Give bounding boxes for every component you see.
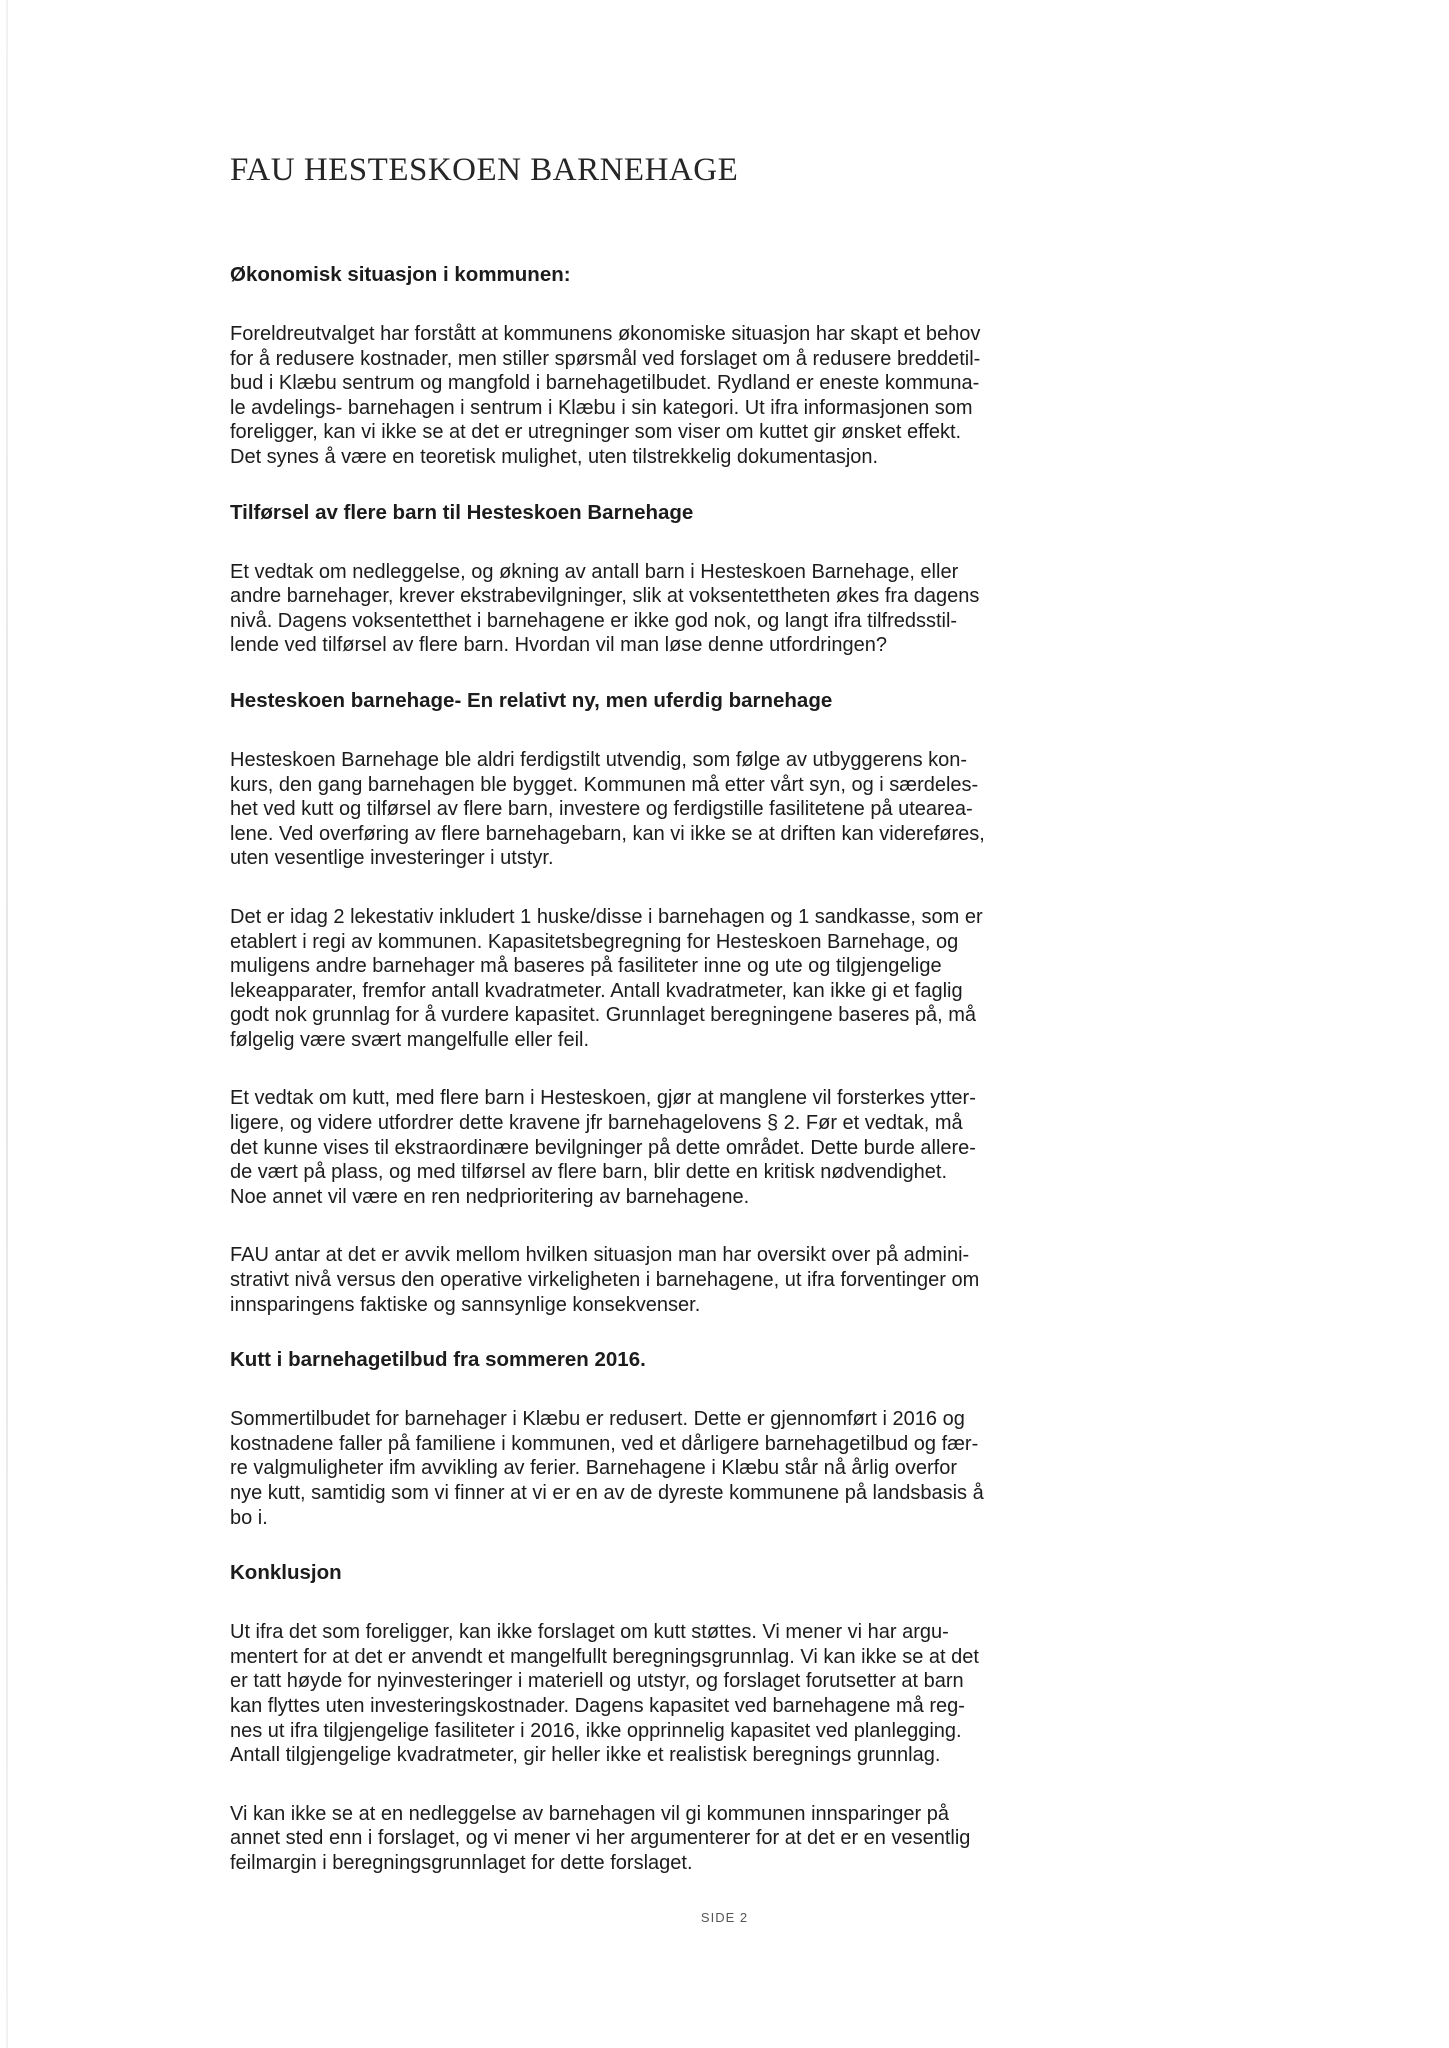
text-line: feilmargin i beregningsgrunnlaget for dette forslaget. xyxy=(230,1851,693,1874)
body-paragraph xyxy=(230,1086,1120,1209)
text-line: kan flyttes uten investeringskostnader. Dagens kapasitet ved barnehagene må reg- xyxy=(230,1694,965,1717)
text-line: er tatt høyde for nyinvesteringer i materiell og utstyr, og forslaget forutsetter at barn xyxy=(230,1670,964,1693)
page-number: SIDE 2 xyxy=(700,1910,749,1925)
section-heading: Økonomisk situasjon i kommunen: xyxy=(230,263,571,286)
text-line: for å redusere kostnader, men stiller spørsmål ved forslaget om å redusere breddetil- xyxy=(230,347,981,370)
text-line: nye kutt, samtidig som vi finner at vi er en av de dyreste kommunene på landsbasis å xyxy=(230,1482,984,1504)
section-heading: Konklusjon xyxy=(230,1561,342,1585)
text-line: Hesteskoen Barnehage ble aldri ferdigstilt utvendig, som følge av utbyggerens kon- xyxy=(230,748,968,771)
text-line: Et vedtak om kutt, med flere barn i Hesteskoen, gjør at manglene vil forsterkes ytter- xyxy=(230,1087,976,1110)
text-line: Det synes å være en teoretisk mulighet, uten tilstrekkelig dokumentasjon. xyxy=(230,445,879,468)
text-line: ligere, og videre utfordrer dette kravene jfr barnehagelovens § 2. Før et vedtak, må xyxy=(230,1112,963,1135)
text-line: Vi kan ikke se at en nedleggelse av barnehagen vil gi kommunen innsparinger på xyxy=(230,1802,949,1825)
text-line: kostnadene faller på familiene i kommunen, ved et dårligere barnehagetilbud og fær- xyxy=(230,1432,979,1455)
text-line: lende ved tilførsel av flere barn. Hvordan vil man løse denne utfordringen? xyxy=(230,634,888,657)
text-line: foreligger, kan vi ikke se at det er utregninger som viser om kuttet gir ønsket effekt. xyxy=(230,421,962,444)
text-line: Noe annet vil være en ren nedprioritering av barnehagene. xyxy=(230,1185,750,1208)
text-line: de vært på plass, og med tilførsel av flere barn, blir dette en kritisk nødvendighet. xyxy=(230,1161,948,1184)
document-title: FAU HESTESKOEN BARNEHAGE xyxy=(230,152,739,188)
text-line: lene. Ved overføring av flere barnehagebarn, kan vi ikke se at driften kan videreføres, xyxy=(230,822,985,845)
body-paragraph xyxy=(230,1802,1120,1876)
text-line: annet sted enn i forslaget, og vi mener vi her argumenterer for at det er en vesentlig xyxy=(230,1827,971,1850)
section-heading: Hesteskoen barnehage- En relativt ny, men uferdig barnehage xyxy=(230,688,833,712)
text-line: følgelig være svært mangelfulle eller feil. xyxy=(230,1028,590,1051)
text-line: le avdelings- barnehagen i sentrum i Klæbu i sin kategori. Ut ifra informasjonen som xyxy=(230,396,973,419)
body-paragraph xyxy=(230,1407,1120,1530)
body-paragraph xyxy=(230,748,1120,871)
text-line: bud i Klæbu sentrum og mangfold i barnehagetilbudet. Rydland er eneste kommuna- xyxy=(230,372,980,395)
text-line: Et vedtak om nedleggelse, og økning av antall barn i Hesteskoen Barnehage, eller xyxy=(230,560,959,583)
body-paragraph xyxy=(230,905,1120,1053)
text-line: Ut ifra det som foreligger, kan ikke forslaget om kutt støttes. Vi mener vi har argu- xyxy=(230,1621,949,1644)
text-line: etablert i regi av kommunen. Kapasitetsbegregning for Hesteskoen Barnehage, og xyxy=(230,930,959,953)
text-line: det kunne vises til ekstraordinære bevilgninger på dette området. Dette burde allere- xyxy=(230,1136,976,1159)
text-line: strativt nivå versus den operative virkeligheten i barnehagene, ut ifra forventinger om xyxy=(230,1269,980,1292)
document-body xyxy=(230,262,1120,1876)
text-line: Antall tilgjengelige kvadratmeter, gir heller ikke et realistisk beregnings grunnlag. xyxy=(230,1744,941,1767)
text-line: mentert for at det er anvendt et mangelfullt beregningsgrunnlag. Vi kan ikke se at det xyxy=(230,1645,979,1668)
text-line: muligens andre barnehager må baseres på fasiliteter inne og ute og tilgjengelige xyxy=(230,955,942,978)
text-line: kurs, den gang barnehagen ble bygget. Kommunen må etter vårt syn, og i særdeles- xyxy=(230,773,979,796)
text-line: Det er idag 2 lekestativ inkludert 1 huske/disse i barnehagen og 1 sandkasse, som er xyxy=(230,905,983,928)
section-heading: Tilførsel av flere barn til Hesteskoen Barnehage xyxy=(230,500,694,524)
body-paragraph xyxy=(230,560,1120,658)
section-heading: Kutt i barnehagetilbud fra sommeren 2016. xyxy=(230,1348,646,1372)
text-line: innsparingens faktiske og sannsynlige konsekvenser. xyxy=(230,1293,701,1316)
body-paragraph xyxy=(230,1243,1120,1317)
scan-edge xyxy=(6,0,8,2048)
body-paragraph xyxy=(230,1620,1120,1768)
text-line: het ved kutt og tilførsel av flere barn, investere og ferdigstille fasilitetene på utearea- xyxy=(230,798,973,821)
text-line: bo i. xyxy=(230,1506,268,1529)
text-line: lekeapparater, fremfor antall kvadratmeter. Antall kvadratmeter, kan ikke gi et faglig xyxy=(230,979,963,1002)
body-paragraph xyxy=(230,322,1120,470)
text-line: godt nok grunnlag for å vurdere kapasitet. Grunnlaget beregningene baseres på, må xyxy=(230,1004,977,1027)
text-line: andre barnehager, krever ekstrabevilgninger, slik at voksentettheten økes fra dagens xyxy=(230,585,980,608)
text-line: nivå. Dagens voksentetthet i barnehagene er ikke god nok, og langt ifra tilfredsstil- xyxy=(230,609,958,632)
text-line: Foreldreutvalget har forstått at kommunens økonomiske situasjon har skapt et behov xyxy=(230,323,981,345)
text-line: nes ut ifra tilgjengelige fasiliteter i 2016, ikke opprinnelig kapasitet ved planlegging. xyxy=(230,1719,962,1742)
text-line: uten vesentlige investeringer i utstyr. xyxy=(230,847,554,870)
text-line: FAU antar at det er avvik mellom hvilken situasjon man har oversikt over på admini- xyxy=(230,1244,970,1267)
text-line: re valgmuligheter ifm avvikling av ferier. Barnehagene i Klæbu står nå årlig overfor xyxy=(230,1457,958,1480)
text-line: Sommertilbudet for barnehager i Klæbu er redusert. Dette er gjennomført i 2016 og xyxy=(230,1408,965,1431)
